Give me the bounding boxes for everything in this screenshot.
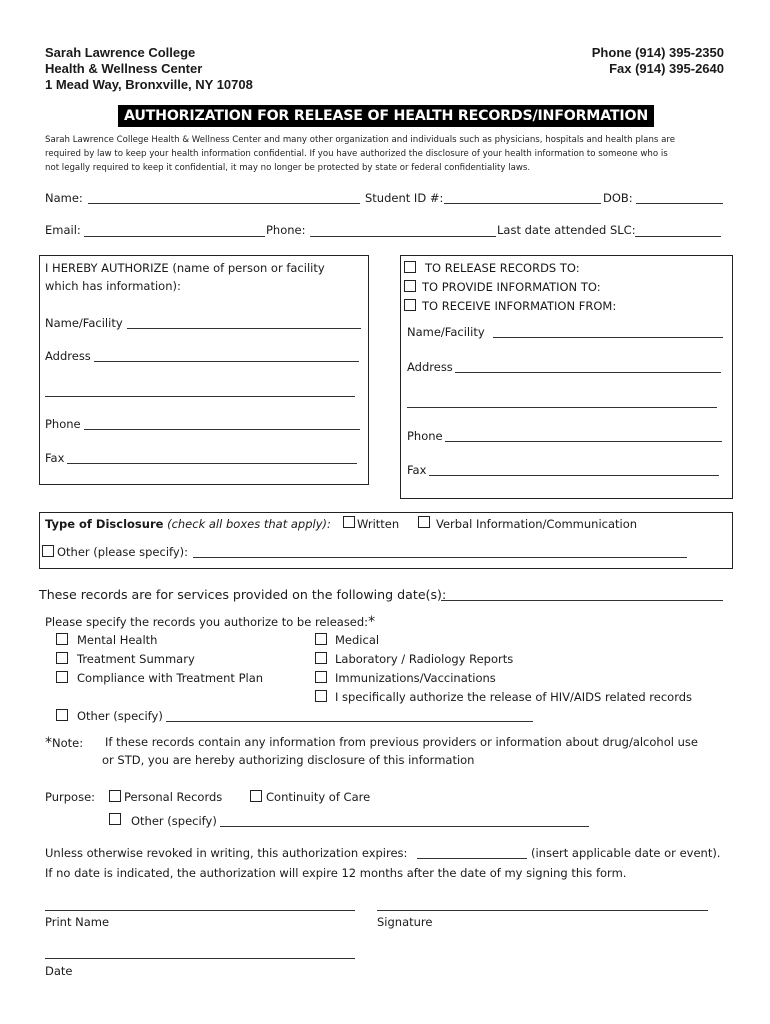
hiv-aids-label: I specifically authorize the release of HIV/AIDS related records [335,690,693,704]
left-fax-label: Fax [45,451,65,465]
authorize-heading-1: I HEREBY AUTHORIZE (name of person or facility [45,261,325,275]
other-disclosure-checkbox[interactable] [42,545,54,557]
other-purpose-label: Other (specify) [131,814,217,828]
center-address: 1 Mead Way, Bronxville, NY 10708 [45,77,253,92]
note-label [45,735,83,751]
student-id-field[interactable] [444,203,601,204]
phone-number: Phone (914) 395-2350 [591,45,724,60]
student-id-label: Student ID #: [365,191,444,205]
expiry-text-1a: Unless otherwise revoked in writing, this authorization expires: [45,846,408,860]
written-label: Written [357,517,400,531]
medical-checkbox[interactable] [315,633,327,645]
fax-number: Fax (914) 395-2640 [609,61,724,76]
dob-field[interactable] [636,203,723,204]
continuity-label: Continuity of Care [266,790,371,804]
disclosure-heading [45,517,331,531]
records-prompt-text: Please specify the records you authorize to be released: [45,615,369,629]
left-address-field-2[interactable] [45,396,355,397]
other-records-field[interactable] [166,721,533,722]
personal-records-label: Personal Records [124,790,223,804]
phone-label: Phone: [266,223,306,237]
right-name-facility-field[interactable] [493,337,723,338]
right-address-field-2[interactable] [407,407,717,408]
other-records-checkbox[interactable] [56,709,68,721]
left-phone-field[interactable] [84,429,360,430]
receive-information-checkbox[interactable] [404,299,416,311]
receive-information-label: TO RECEIVE INFORMATION FROM: [422,299,617,313]
college-name: Sarah Lawrence College [45,45,196,60]
other-purpose-checkbox[interactable] [109,813,121,825]
verbal-checkbox[interactable] [418,516,430,528]
continuity-checkbox[interactable] [250,790,262,802]
immunizations-label: Immunizations/Vaccinations [335,671,496,685]
verbal-label: Verbal Information/Communication [436,517,638,531]
mental-health-label: Mental Health [77,633,158,647]
medical-label: Medical [335,633,380,647]
right-fax-field[interactable] [429,475,719,476]
print-name-field[interactable] [45,910,355,911]
left-fax-field[interactable] [67,463,357,464]
other-records-label: Other (specify) [77,709,163,723]
records-prompt [45,614,375,630]
intro-line-1: Sarah Lawrence College Health & Wellness Center and many other organization and individuals such as physicians, hospitals and health plans are [45,135,675,145]
last-attended-label: Last date attended SLC: [497,223,636,237]
note-line-1: If these records contain any information from previous providers or information about drug/alcohol use [105,735,698,749]
right-phone-field[interactable] [445,441,722,442]
date-field[interactable] [45,958,355,959]
left-name-facility-field[interactable] [127,328,361,329]
treatment-summary-label: Treatment Summary [77,652,195,666]
compliance-checkbox[interactable] [56,671,68,683]
date-label: Date [45,964,73,978]
expiry-text-1b: (insert applicable date or event). [531,846,721,860]
left-address-label: Address [45,349,91,363]
note-asterisk: * [45,735,52,751]
intro-line-2: required by law to keep your health information confidential. If you have authorized the disclosure of your health information to someone who is [45,149,668,159]
provide-information-label: TO PROVIDE INFORMATION TO: [422,280,601,294]
email-label: Email: [45,223,81,237]
center-name: Health & Wellness Center [45,61,203,76]
personal-records-checkbox[interactable] [109,790,121,802]
right-address-label: Address [407,360,453,374]
phone-field[interactable] [310,236,496,237]
form-title: AUTHORIZATION FOR RELEASE OF HEALTH RECORDS/INFORMATION [118,105,654,127]
note-label-text: Note: [52,736,84,750]
other-disclosure-field[interactable] [193,557,687,558]
release-records-label: TO RELEASE RECORDS TO: [425,261,580,275]
signature-field[interactable] [377,910,708,911]
release-records-checkbox[interactable] [404,261,416,273]
other-purpose-field[interactable] [220,826,589,827]
lab-radiology-checkbox[interactable] [315,652,327,664]
email-field[interactable] [84,236,265,237]
signature-label: Signature [377,915,433,929]
treatment-summary-checkbox[interactable] [56,652,68,664]
dob-label: DOB: [603,191,633,205]
right-address-field[interactable] [455,372,721,373]
expiry-text-2: If no date is indicated, the authorization will expire 12 months after the date of my signing this form. [45,866,627,880]
purpose-label: Purpose: [45,790,96,804]
authorize-heading-2: which has information): [45,279,181,293]
name-label: Name: [45,191,83,205]
intro-line-3: not legally required to keep it confidential, it may no longer be protected by state or federal confidentiality laws. [45,163,531,173]
services-dates-label: These records are for services provided on the following date(s): [39,587,447,602]
written-checkbox[interactable] [343,516,355,528]
left-phone-label: Phone [45,417,81,431]
immunizations-checkbox[interactable] [315,671,327,683]
print-name-label: Print Name [45,915,110,929]
lab-radiology-label: Laboratory / Radiology Reports [335,652,514,666]
name-field[interactable] [88,203,360,204]
provide-information-checkbox[interactable] [404,280,416,292]
services-dates-field[interactable] [441,600,723,601]
disclosure-hint: (check all boxes that apply): [167,517,331,531]
mental-health-checkbox[interactable] [56,633,68,645]
left-address-field[interactable] [94,361,359,362]
note-line-2: or STD, you are hereby authorizing disclosure of this information [102,753,475,767]
records-asterisk: * [368,614,376,630]
other-disclosure-label: Other (please specify): [57,545,189,559]
disclosure-label: Type of Disclosure [45,517,164,531]
right-fax-label: Fax [407,463,427,477]
right-name-facility-label: Name/Facility [407,325,485,339]
expiry-date-field[interactable] [417,858,527,859]
hiv-aids-checkbox[interactable] [315,690,327,702]
last-attended-field[interactable] [635,236,721,237]
right-phone-label: Phone [407,429,443,443]
compliance-label: Compliance with Treatment Plan [77,671,264,685]
left-name-facility-label: Name/Facility [45,316,123,330]
